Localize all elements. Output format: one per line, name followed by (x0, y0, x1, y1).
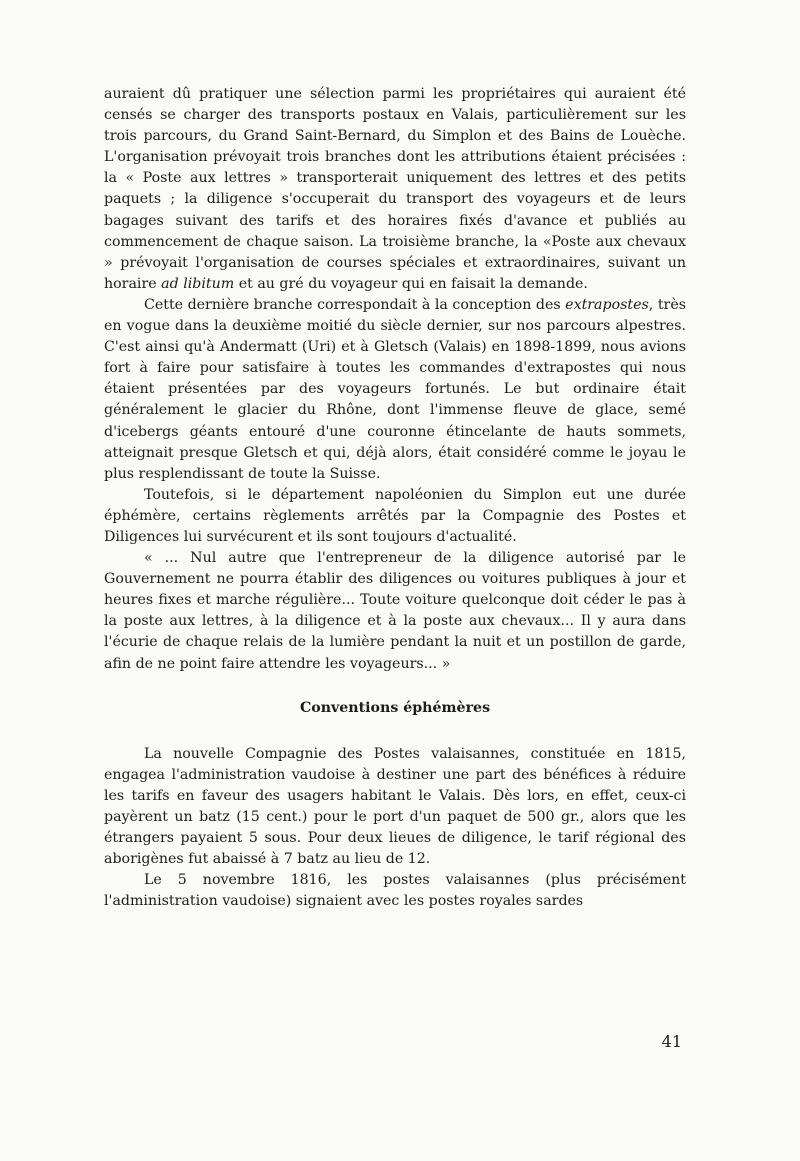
paragraph-1-text-a: auraient dû pratiquer une sélection parmi les propriétaires qui auraient été censés se charger des transports postaux en Valais, particulièrement sur les trois parcours, du Grand Saint-Bernard, du Simplon et des Bains de Louèche. L'organisation prévoyait trois branches dont les attributions étaient précisées : la « Poste aux lettres » transporterait uniquement des lettres et des petits paquets ; la diligence s'occuperait du transport des voyageurs et de leurs bagages suivant des tarifs et des horaires fixés d'avance et publiés au commencement de chaque saison. La troisième branche, la «Poste aux chevaux » prévoyait l'organisation de courses spéciales et extraordinaires, suivant un horaire (104, 86, 686, 292)
page-body (104, 84, 686, 912)
paragraph-2 (104, 295, 686, 485)
paragraph-1 (104, 84, 686, 295)
section-heading: Conventions éphémères (299, 699, 491, 716)
page-number: 41 (661, 1032, 682, 1051)
paragraph-2-emphasis: extrapostes (565, 296, 649, 313)
paragraph-2-text-b: , très en vogue dans la deuxième moitié du siècle dernier, sur nos parcours alpestres. C'est ainsi qu'à Andermatt (Uri) et à Gletsch (Valais) en 1898-1899, nous avions fort à faire pour satisfaire à toutes les commandes d'extrapostes qui nous étaient présentées par des voyageurs fortunés. Le but ordinaire était généralement le glacier du Rhône, dont l'immense fleuve de glace, semé d'icebergs géants entouré d'une couronne étincelante de hauts sommets, atteignait presque Gletsch et qui, déjà alors, était considéré comme le joyau le plus resplendissant de toute la Suisse. (104, 296, 686, 482)
paragraph-6: Le 5 novembre 1816, les postes valaisannes (plus précisément l'administration vaudoise) signaient avec les postes royales sardes (104, 872, 686, 910)
paragraph-4-quote: « ... Nul autre que l'entrepreneur de la diligence autorisé par le Gouvernement ne pourra établir des diligences ou voitures publiques à jour et heures fixes et marche régulière... Toute voiture quelconque doit céder le pas à la poste aux lettres, à la diligence et à la poste aux chevaux... Il y aura dans l'écurie de chaque relais de la lumière pendant la nuit et un postillon de garde, afin de ne point faire attendre les voyageurs... » (104, 550, 686, 672)
paragraph-1-text-b: et au gré du voyageur qui en faisait la demande. (234, 275, 588, 292)
paragraph-5: La nouvelle Compagnie des Postes valaisannes, constituée en 1815, engagea l'administration vaudoise à destiner une part des bénéfices à réduire les tarifs en faveur des usagers habitant le Valais. Dès lors, en effet, ceux-ci payèrent un batz (15 cent.) pour le port d'un paquet de 500 gr., alors que les étrangers payaient 5 sous. Pour deux lieues de diligence, le tarif régional des aborigènes fut abaissé à 7 batz au lieu de 12. (104, 745, 686, 868)
paragraph-3: Toutefois, si le département napoléonien du Simplon eut une durée éphémère, certains règlements arrêtés par la Compagnie des Postes et Diligences lui survécurent et ils sont toujours d'actualité. (104, 486, 686, 545)
paragraph-2-text-a: Cette dernière branche correspondait à la conception des (144, 296, 566, 313)
paragraph-1-emphasis: ad libitum (161, 275, 235, 292)
